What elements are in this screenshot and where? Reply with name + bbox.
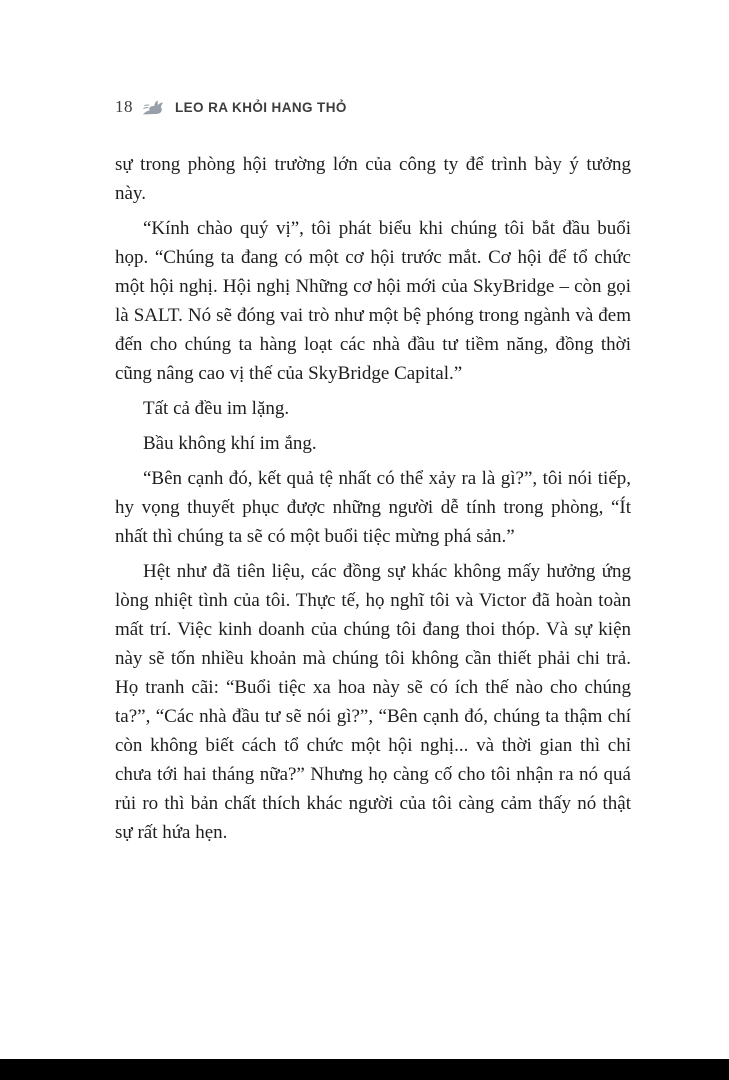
page-body bbox=[115, 150, 631, 853]
page-header bbox=[115, 97, 630, 117]
paragraph: Bầu không khí im ắng. bbox=[143, 433, 317, 454]
paragraph: Tất cả đều im lặng. bbox=[143, 398, 290, 419]
page-number: 18 bbox=[115, 97, 133, 116]
paragraph: “Bên cạnh đó, kết quả tệ nhất có thể xảy ra là gì?”, tôi nói tiếp, hy vọng thuyết phục được những người dễ tính trong phòng, “Ít nhất thì chúng ta sẽ có một buổi tiệc mừng phá sản.” bbox=[115, 468, 631, 547]
rabbit-icon bbox=[142, 97, 166, 117]
paragraph: Hệt như đã tiên liệu, các đồng sự khác không mấy hưởng ứng lòng nhiệt tình của tôi. Thực tế, họ nghĩ tôi và Victor đã hoàn toàn mất trí. Việc kinh doanh của chúng tôi đang thoi thóp. Và sự kiện này sẽ tốn nhiều khoản mà chúng tôi không cần thiết phải chi trả. Họ tranh cãi: “Buổi tiệc xa hoa này sẽ có ích thế nào cho chúng ta?”, “Các nhà đầu tư sẽ nói gì?”, “Bên cạnh đó, chúng ta thậm chí còn không biết cách tổ chức một hội nghị... và thời gian thì chỉ chưa tới hai tháng nữa?” Nhưng họ càng cố cho tôi nhận ra nó quá rủi ro thì bản chất thích khác người của tôi càng cảm thấy nó thật sự rất hứa hẹn. bbox=[115, 561, 631, 843]
paragraph: “Kính chào quý vị”, tôi phát biểu khi chúng tôi bắt đầu buổi họp. “Chúng ta đang có một cơ hội trước mắt. Cơ hội để tổ chức một hội nghị. Hội nghị Những cơ hội mới của SkyBridge – còn gọi là SALT. Nó sẽ đóng vai trò như một bệ phóng trong ngành và đem đến cho chúng ta hàng loạt các nhà đầu tư tiềm năng, đồng thời cũng nâng cao vị thế của SkyBridge Capital.” bbox=[115, 218, 631, 384]
page-bottom-bar bbox=[0, 1059, 729, 1080]
paragraph-continuation: sự trong phòng hội trường lớn của công ty để trình bày ý tưởng này. bbox=[115, 154, 631, 204]
running-head: LEO RA KHỎI HANG THỎ bbox=[175, 99, 347, 115]
